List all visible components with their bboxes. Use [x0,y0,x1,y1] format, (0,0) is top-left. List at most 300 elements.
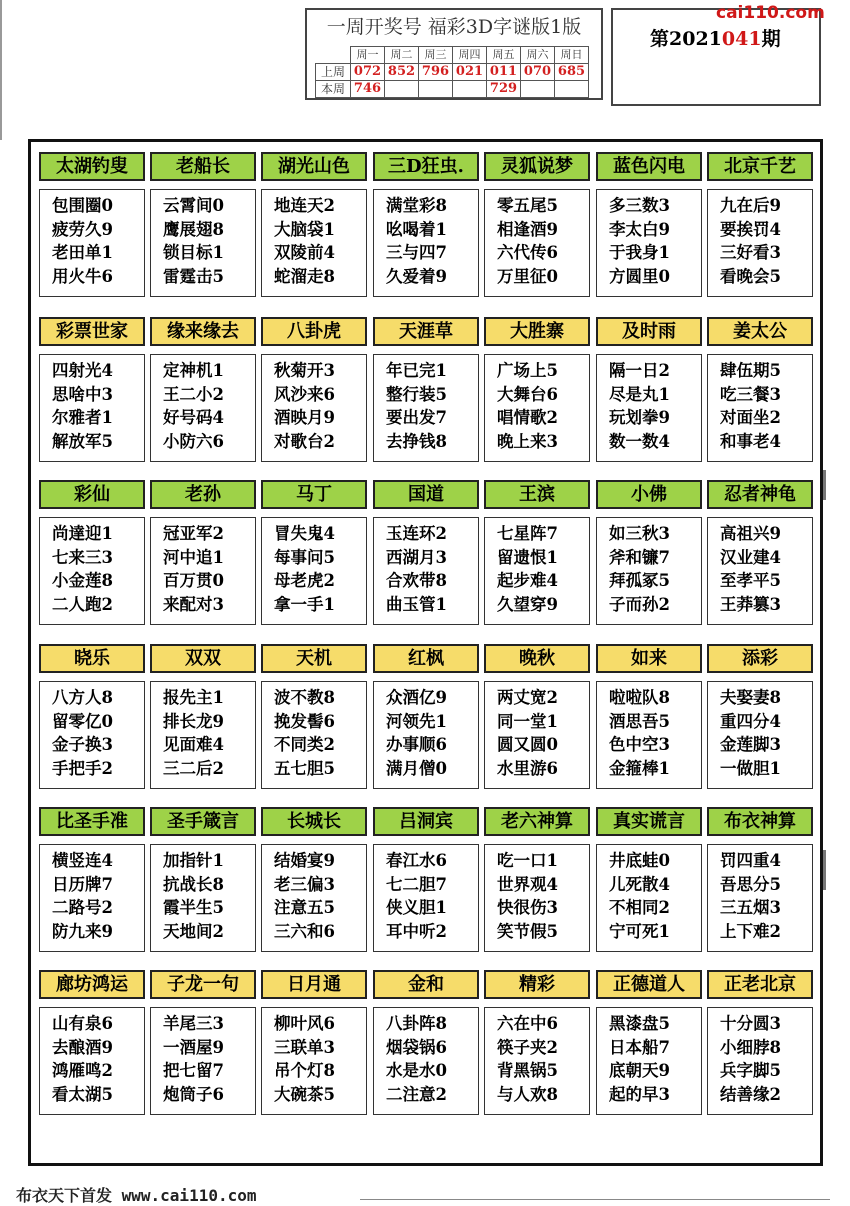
card-title: 如来 [596,644,702,673]
riddle-line: 要出发7 [386,408,447,427]
card-title: 圣手箴言 [150,807,256,836]
card-title: 小佛 [596,480,702,509]
card-body [596,189,702,297]
card-body [707,1007,813,1115]
riddle-line: 对歌台2 [274,431,335,451]
riddle-line: 兵字脚5 [720,1061,781,1080]
riddle-line: 吾思分5 [720,874,781,894]
card-body [707,844,813,952]
day-header: 周六 [521,47,555,64]
riddle-line: 波不教8 [274,688,335,707]
day-header: 周五 [487,47,521,64]
card-title: 灵狐说梦 [484,152,590,181]
riddle-line: 加指针1 [163,851,224,870]
card-body [39,189,145,297]
issue-suffix: 期 [761,28,781,50]
riddle-line: 六代传6 [497,243,558,262]
card-title: 廊坊鸿运 [39,970,145,999]
riddle-line: 汉业建4 [720,547,781,567]
riddle-line: 色中空3 [609,735,670,754]
riddle-line: 报先主1 [163,688,224,707]
riddle-line: 圆又圆0 [497,735,558,754]
riddle-line: 来配对3 [163,594,224,614]
card-body [596,681,702,789]
riddle-card [484,480,590,627]
riddle-line: 解放军5 [52,431,113,451]
riddle-line: 老田单1 [52,243,113,262]
riddle-card [150,480,256,627]
this-week-row [316,81,589,98]
riddle-card [373,970,479,1117]
riddle-line: 去挣钱8 [386,431,447,451]
riddle-card [373,807,479,954]
riddle-line: 双陵前4 [274,243,335,262]
card-body [150,354,256,462]
day-header: 周四 [453,47,487,64]
riddle-line: 山有泉6 [52,1014,113,1033]
riddle-card [150,644,256,791]
card-title: 彩仙 [39,480,145,509]
riddle-line: 横竖连4 [52,851,113,870]
riddle-line: 一做胆1 [720,758,781,778]
riddle-line: 井底蛙0 [609,851,670,870]
card-body [484,354,590,462]
riddle-line: 整行装5 [386,384,447,404]
riddle-line: 三六和6 [274,921,335,941]
riddle-line: 吆喝着1 [386,219,447,239]
riddle-line: 河领先1 [386,711,447,731]
riddle-line: 高祖兴9 [720,524,781,543]
draw-number: 746 [351,81,385,98]
card-title: 布衣神算 [707,807,813,836]
days-row [316,47,589,64]
riddle-line: 防九来9 [52,921,113,941]
riddle-line: 每事问5 [274,547,335,567]
draw-number: 072 [351,64,385,81]
riddle-line: 办事顺6 [386,735,447,754]
riddle-line: 手把手2 [52,758,113,778]
riddle-line: 相逢酒9 [497,219,558,239]
riddle-line: 起的早3 [609,1084,670,1104]
riddle-line: 宁可死1 [609,921,670,941]
left-edge-line [0,0,2,140]
riddle-card [707,317,813,464]
riddle-line: 方圆里0 [609,266,670,286]
riddle-line: 于我身1 [609,243,670,262]
card-title: 老船长 [150,152,256,181]
card-body [261,517,367,625]
card-body [707,517,813,625]
riddle-line: 如三秋3 [609,524,670,543]
riddle-line: 鹰展翅8 [163,219,224,239]
draw-number: 685 [555,64,589,81]
riddle-line: 世界观4 [497,874,558,894]
card-body [484,844,590,952]
riddle-line: 冠亚军2 [163,524,224,543]
riddle-line: 老三偏3 [274,874,335,894]
riddle-card [261,480,367,627]
card-title: 大胜寨 [484,317,590,346]
riddle-line: 金箍棒1 [609,758,670,778]
riddle-line: 拿一手1 [274,594,335,614]
riddle-line: 罚四重4 [720,851,781,870]
riddle-line: 把七留7 [163,1061,224,1080]
card-body [150,517,256,625]
riddle-line: 三五烟3 [720,898,781,917]
card-body [596,844,702,952]
riddle-line: 金子换3 [52,735,113,754]
draw-number: 796 [419,64,453,81]
card-title: 湖光山色 [261,152,367,181]
riddle-card [261,644,367,791]
riddle-line: 定神机1 [163,361,224,380]
riddle-line: 大脑袋1 [274,219,335,239]
riddle-card [484,317,590,464]
riddle-card [39,480,145,627]
riddle-line: 小细脖8 [720,1037,781,1057]
side-mark [823,470,826,500]
draw-number [521,81,555,98]
riddle-line: 七星阵7 [497,524,558,543]
card-title: 八卦虎 [261,317,367,346]
riddle-line: 玉连环2 [386,524,447,543]
riddle-line: 李太白9 [609,219,670,239]
riddle-line: 背黑锅5 [497,1061,558,1080]
riddle-line: 王莽篡3 [720,594,781,614]
footer-text: 布衣天下首发 www.cai110.com [16,1186,257,1205]
riddle-card [484,152,590,299]
riddle-line: 拜孤冢5 [609,571,670,590]
riddle-line: 至孝平5 [720,571,781,590]
riddle-line: 和事老4 [720,431,781,451]
riddle-line: 六在中6 [497,1014,558,1033]
riddle-line: 日历牌7 [52,874,113,894]
riddle-line: 去酿酒9 [52,1037,113,1057]
riddle-card [707,152,813,299]
riddle-card [39,644,145,791]
riddle-line: 见面难4 [163,735,224,754]
riddle-card [596,807,702,954]
card-title: 添彩 [707,644,813,673]
riddle-line: 思啥中3 [52,384,113,404]
card-body [707,681,813,789]
card-body [39,517,145,625]
riddle-line: 笑节假5 [497,921,558,941]
riddle-card [484,644,590,791]
riddle-line: 留遗恨1 [497,547,558,567]
riddle-line: 小防六6 [163,431,224,451]
riddle-card [596,480,702,627]
issue-number [650,24,781,51]
card-body [373,189,479,297]
riddle-card [150,317,256,464]
riddle-line: 七来三3 [52,547,113,567]
card-title: 吕洞宾 [373,807,479,836]
riddle-line: 筷子夹2 [497,1037,558,1057]
card-title: 及时雨 [596,317,702,346]
riddle-line: 看太湖5 [52,1084,113,1104]
card-title: 太湖钓叟 [39,152,145,181]
riddle-line: 水是水0 [386,1061,447,1080]
riddle-card [707,970,813,1117]
card-body [261,189,367,297]
riddle-line: 隔一日2 [609,361,670,380]
card-body [261,844,367,952]
riddle-line: 春江水6 [386,851,447,870]
riddle-line: 要挨罚4 [720,219,781,239]
riddle-card [484,807,590,954]
riddle-line: 云霄间0 [163,196,224,215]
riddle-line: 酒映月9 [274,408,335,427]
day-header: 周日 [555,47,589,64]
riddle-card [596,644,702,791]
card-title: 国道 [373,480,479,509]
riddle-line: 多三数3 [609,196,670,215]
riddle-line: 久爱着9 [386,266,447,286]
card-title: 日月通 [261,970,367,999]
last-week-row [316,64,589,81]
riddle-line: 包围圈0 [52,196,113,215]
draw-number: 070 [521,64,555,81]
riddle-line: 三好看3 [720,243,781,262]
issue-number-red: 041 [721,28,762,50]
weekly-results-box [305,8,603,100]
draw-number [419,81,453,98]
riddle-line: 母老虎2 [274,571,335,590]
riddle-line: 金莲脚3 [720,735,781,754]
riddle-line: 起步难4 [497,571,558,590]
card-title: 北京千艺 [707,152,813,181]
riddle-line: 三二后2 [163,758,224,778]
card-title: 子龙一句 [150,970,256,999]
riddle-line: 结婚宴9 [274,851,335,870]
riddle-line: 看晚会5 [720,266,781,286]
riddle-line: 锁目标1 [163,243,224,262]
card-title: 老六神算 [484,807,590,836]
card-title: 天涯草 [373,317,479,346]
riddle-line: 数一数4 [609,431,670,451]
riddle-line: 久望穿9 [497,594,558,614]
weekly-results-table [315,46,589,98]
card-body [150,1007,256,1115]
card-title: 彩票世家 [39,317,145,346]
footer-line [360,1199,830,1200]
riddle-line: 重四分4 [720,711,781,731]
card-body [707,189,813,297]
riddle-line: 尽是丸1 [609,384,670,404]
riddle-grid-frame [28,139,823,1166]
riddle-line: 底朝天9 [609,1061,670,1080]
day-header: 周三 [419,47,453,64]
riddle-card [373,152,479,299]
riddle-card [596,152,702,299]
card-title: 姜太公 [707,317,813,346]
riddle-line: 日本船7 [609,1037,670,1057]
card-title: 马丁 [261,480,367,509]
riddle-line: 四射光4 [52,361,113,380]
riddle-line: 尚達迎1 [52,524,113,543]
card-title: 红枫 [373,644,479,673]
riddle-card [596,970,702,1117]
riddle-line: 曲玉管1 [386,594,447,614]
riddle-line: 啦啦队8 [609,688,670,707]
card-title: 晓乐 [39,644,145,673]
riddle-line: 侠义胆1 [386,898,447,917]
corner-cell [316,47,351,64]
riddle-line: 唱情歌2 [497,408,558,427]
riddle-line: 不相同2 [609,898,670,917]
riddle-line: 满月僧0 [386,758,447,778]
riddle-line: 七二胆7 [386,874,447,894]
riddle-line: 子而孙2 [609,594,670,614]
riddle-line: 烟袋锅6 [386,1037,447,1057]
riddle-line: 零五尾5 [497,196,558,215]
card-title: 正德道人 [596,970,702,999]
riddle-line: 大碗茶5 [274,1084,335,1104]
riddle-card [596,317,702,464]
riddle-line: 小金莲8 [52,571,113,590]
card-title: 晚秋 [484,644,590,673]
card-title: 双双 [150,644,256,673]
riddle-line: 八卦阵8 [386,1014,447,1033]
riddle-line: 柳叶风6 [274,1014,335,1033]
card-body [373,354,479,462]
card-body [261,681,367,789]
riddle-line: 夫娶妻8 [720,688,781,707]
riddle-line: 注意五5 [274,898,335,917]
card-title: 比圣手准 [39,807,145,836]
riddle-line: 斧和镰7 [609,547,670,567]
riddle-line: 黑漆盘5 [609,1014,670,1033]
riddle-line: 水里游6 [497,758,558,778]
card-body [261,354,367,462]
riddle-line: 吃一口1 [497,851,558,870]
riddle-line: 与人欢8 [497,1084,558,1104]
card-body [373,844,479,952]
riddle-card [373,644,479,791]
riddle-line: 结善缘2 [720,1084,781,1104]
riddle-line: 炮筒子6 [163,1084,224,1104]
riddle-line: 玩划拳9 [609,408,670,427]
card-body [596,517,702,625]
draw-number [385,81,419,98]
riddle-line: 耳中听2 [386,921,447,941]
riddle-line: 不同类2 [274,735,335,754]
riddle-line: 雷霆击5 [163,266,224,286]
riddle-line: 霞半生5 [163,898,224,917]
riddle-card [39,152,145,299]
issue-prefix: 第2021 [650,28,722,50]
riddle-line: 众酒亿9 [386,688,447,707]
riddle-line: 王二小2 [163,384,224,404]
riddle-card [39,807,145,954]
riddle-line: 十分圆3 [720,1014,781,1033]
card-body [150,681,256,789]
riddle-line: 羊尾三3 [163,1014,224,1033]
riddle-card [373,317,479,464]
riddle-line: 地连天2 [274,196,335,215]
riddle-line: 广场上5 [497,361,558,380]
riddle-line: 三与四7 [386,243,447,262]
card-body [484,189,590,297]
card-body [39,1007,145,1115]
card-body [150,844,256,952]
card-title: 长城长 [261,807,367,836]
this-week-label: 本周 [316,81,351,98]
day-header: 周一 [351,47,385,64]
card-body [261,1007,367,1115]
card-body [39,354,145,462]
riddle-card [150,807,256,954]
riddle-line: 百万贯0 [163,571,224,590]
card-body [596,1007,702,1115]
riddle-card [707,480,813,627]
riddle-line: 冒失鬼4 [274,524,335,543]
riddle-line: 合欢带8 [386,571,447,590]
card-title: 老孙 [150,480,256,509]
card-title: 蓝色闪电 [596,152,702,181]
card-body [150,189,256,297]
draw-number [453,81,487,98]
riddle-card [261,970,367,1117]
riddle-line: 河中追1 [163,547,224,567]
riddle-line: 疲劳久9 [52,219,113,239]
riddle-line: 晚上来3 [497,431,558,451]
draw-number: 729 [487,81,521,98]
card-body [373,681,479,789]
card-body [373,1007,479,1115]
card-body [707,354,813,462]
riddle-card [261,807,367,954]
card-body [484,1007,590,1115]
riddle-line: 两丈宽2 [497,688,558,707]
card-title: 王滨 [484,480,590,509]
riddle-line: 风沙来6 [274,384,335,404]
draw-number: 011 [487,64,521,81]
riddle-card [261,152,367,299]
card-title: 天机 [261,644,367,673]
riddle-line: 蛇溜走8 [274,266,335,286]
card-body [373,517,479,625]
card-title: 三D狂虫. [373,152,479,181]
card-title: 正老北京 [707,970,813,999]
riddle-card [707,644,813,791]
riddle-card [150,152,256,299]
riddle-line: 大舞台6 [497,384,558,404]
riddle-line: 天地间2 [163,921,224,941]
draw-number [555,81,589,98]
riddle-line: 五七胆5 [274,758,335,778]
side-mark [823,850,826,890]
riddle-line: 好号码4 [163,408,224,427]
card-body [39,681,145,789]
card-body [484,517,590,625]
riddle-line: 西湖月3 [386,547,447,567]
riddle-card [707,807,813,954]
riddle-line: 三联单3 [274,1037,335,1057]
riddle-line: 万里征0 [497,266,558,286]
card-body [39,844,145,952]
riddle-card [373,480,479,627]
site-logo: cai110.com [716,3,825,23]
riddle-line: 排长龙9 [163,711,224,731]
draw-number: 852 [385,64,419,81]
riddle-card [39,970,145,1117]
riddle-card [261,317,367,464]
riddle-line: 同一堂1 [497,711,558,731]
last-week-label: 上周 [316,64,351,81]
card-title: 精彩 [484,970,590,999]
